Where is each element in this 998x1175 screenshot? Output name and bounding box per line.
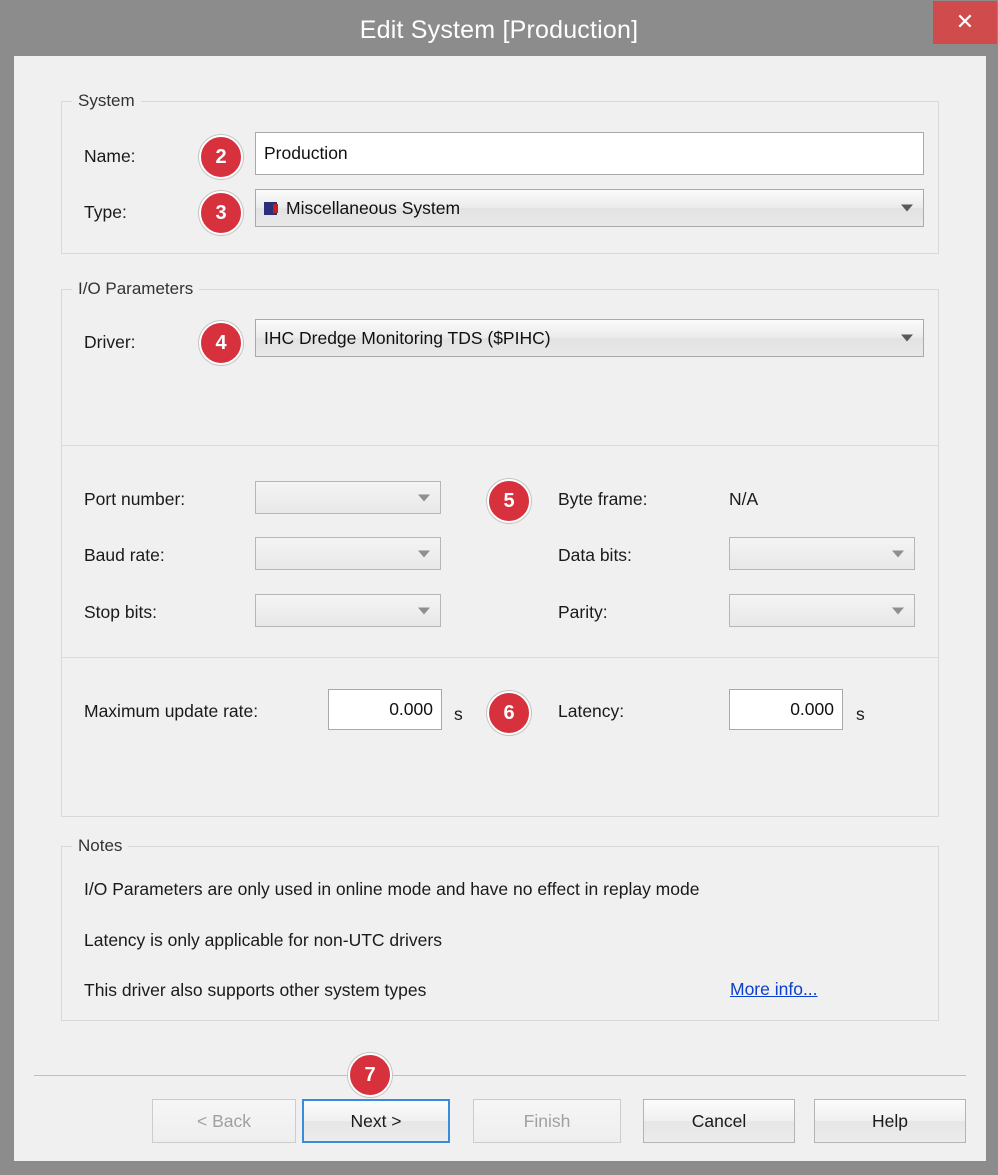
window-title: Edit System [Production]: [359, 15, 639, 44]
latency-unit: s: [856, 704, 865, 724]
callout-3: 3: [199, 191, 243, 235]
chevron-down-icon: [901, 335, 913, 342]
latency-input[interactable]: 0.000: [729, 689, 843, 730]
io-separator-1: [62, 445, 938, 446]
next-button[interactable]: Next >: [302, 1099, 450, 1143]
footer-separator: [34, 1075, 966, 1076]
close-icon[interactable]: ✕: [933, 1, 997, 44]
driver-select[interactable]: [255, 319, 924, 357]
io-separator-2: [62, 657, 938, 658]
more-info-link[interactable]: More info...: [730, 979, 818, 999]
callout-4: 4: [199, 321, 243, 365]
chevron-down-icon: [418, 607, 430, 614]
baud-rate-label: Baud rate:: [84, 545, 165, 565]
system-type-icon: [264, 202, 277, 215]
port-number-label: Port number:: [84, 489, 186, 509]
driver-select-value: IHC Dredge Monitoring TDS ($PIHC): [264, 327, 551, 348]
notes-line-2: Latency is only applicable for non-UTC drivers: [84, 930, 442, 950]
name-input[interactable]: Production: [255, 132, 924, 175]
finish-button[interactable]: Finish: [473, 1099, 621, 1143]
io-parameters-group-label: I/O Parameters: [72, 279, 199, 299]
byte-frame-label: Byte frame:: [558, 489, 648, 509]
chevron-down-icon: [892, 607, 904, 614]
callout-2: 2: [199, 135, 243, 179]
callout-6: 6: [487, 691, 531, 735]
notes-group-label: Notes: [72, 836, 128, 856]
chevron-down-icon: [418, 494, 430, 501]
help-button[interactable]: Help: [814, 1099, 966, 1143]
max-update-rate-label: Maximum update rate:: [84, 701, 259, 721]
system-group: [61, 91, 939, 254]
max-update-rate-unit: s: [454, 704, 463, 724]
latency-label: Latency:: [558, 701, 625, 721]
type-select[interactable]: [255, 189, 924, 227]
parity-label: Parity:: [558, 602, 608, 622]
callout-5: 5: [487, 479, 531, 523]
max-update-rate-input[interactable]: 0.000: [328, 689, 442, 730]
stop-bits-select[interactable]: [255, 594, 441, 627]
baud-rate-select[interactable]: [255, 537, 441, 570]
port-number-select[interactable]: [255, 481, 441, 514]
callout-7: 7: [348, 1053, 392, 1097]
notes-line-3: This driver also supports other system types: [84, 980, 427, 1000]
data-bits-label: Data bits:: [558, 545, 632, 565]
name-label: Name:: [84, 146, 136, 166]
type-label: Type:: [84, 202, 127, 222]
notes-line-1: I/O Parameters are only used in online mode and have no effect in replay mode: [84, 879, 700, 899]
chevron-down-icon: [892, 550, 904, 557]
data-bits-select[interactable]: [729, 537, 915, 570]
stop-bits-label: Stop bits:: [84, 602, 157, 622]
system-group-label: System: [72, 91, 141, 111]
cancel-button[interactable]: Cancel: [643, 1099, 795, 1143]
chevron-down-icon: [901, 205, 913, 212]
driver-label: Driver:: [84, 332, 136, 352]
title-bar: [1, 1, 997, 59]
parity-select[interactable]: [729, 594, 915, 627]
dialog-client-area: [14, 56, 986, 1161]
back-button[interactable]: < Back: [152, 1099, 296, 1143]
chevron-down-icon: [418, 550, 430, 557]
byte-frame-value: N/A: [729, 489, 759, 509]
type-select-value: Miscellaneous System: [286, 197, 461, 218]
